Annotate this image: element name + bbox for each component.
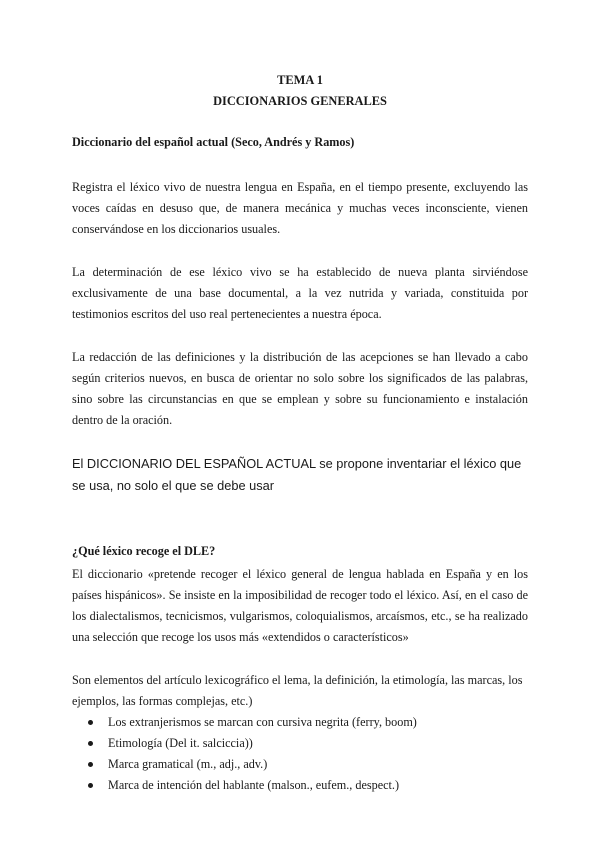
list-item — [88, 754, 528, 775]
dictionary-subtitle: Diccionario del español actual (Seco, Andrés y Ramos) — [72, 135, 355, 149]
bullet-list — [72, 712, 528, 796]
document-page — [72, 70, 528, 796]
bullet-icon — [88, 762, 93, 767]
list-item-text: Etimología (Del it. salciccia)) — [108, 736, 253, 750]
elements-intro: Son elementos del artículo lexicográfico el lema, la definición, la etimología, las marcas, los ejemplos, las formas complejas, etc.) — [72, 673, 523, 708]
paragraph-3: La redacción de las definiciones y la distribución de las acepciones se han llevado a cabo según criterios nuevos, en busca de orientar no solo sobre los significados de las palabras, sino sobre las circunstancias en que se emplean y sobre su funcionamiento e instalación dentro de la oración. — [72, 350, 528, 427]
bullet-icon — [88, 720, 93, 725]
paragraph-2: La determinación de ese léxico vivo se ha establecido de nueva planta sirviéndose exclusivamente de una base documental, a la vez nutrida y variada, constituida por testimonios escritos del uso real pertenecientes a nuestra época. — [72, 265, 528, 321]
paragraph-1: Registra el léxico vivo de nuestra lengua en España, en el tiempo presente, excluyendo las voces caídas en desuso que, de manera mecánica y muchas veces inconsciente, vienen conservándose en los diccionarios usuales. — [72, 180, 528, 236]
list-item-text: Los extranjerismos se marcan con cursiva negrita (ferry, boom) — [108, 715, 417, 729]
title-block — [72, 70, 528, 112]
page-title: DICCIONARIOS GENERALES — [213, 94, 387, 108]
list-item — [88, 733, 528, 754]
list-item — [88, 712, 528, 733]
tema-label: TEMA 1 — [277, 73, 323, 87]
list-item-text: Marca gramatical (m., adj., adv.) — [108, 757, 268, 771]
section-paragraph: El diccionario «pretende recoger el léxico general de lengua hablada en España y en los países hispánicos». Se insiste en la imposibilidad de recoger todo el léxico. Así, en el caso de los dialectalismos, tecnicismos, vulgarismos, coloquialismos, arcaísmos, etc., se ha realizado una selección que recoge los usos más «extendidos o característicos» — [72, 567, 528, 644]
list-item — [88, 775, 528, 796]
paragraph-4: El DICCIONARIO DEL ESPAÑOL ACTUAL se propone inventariar el léxico que se usa, no solo el que se debe usar — [72, 456, 522, 493]
section-heading: ¿Qué léxico recoge el DLE? — [72, 544, 216, 558]
bullet-icon — [88, 783, 93, 788]
bullet-icon — [88, 741, 93, 746]
list-item-text: Marca de intención del hablante (malson., eufem., despect.) — [108, 778, 400, 792]
